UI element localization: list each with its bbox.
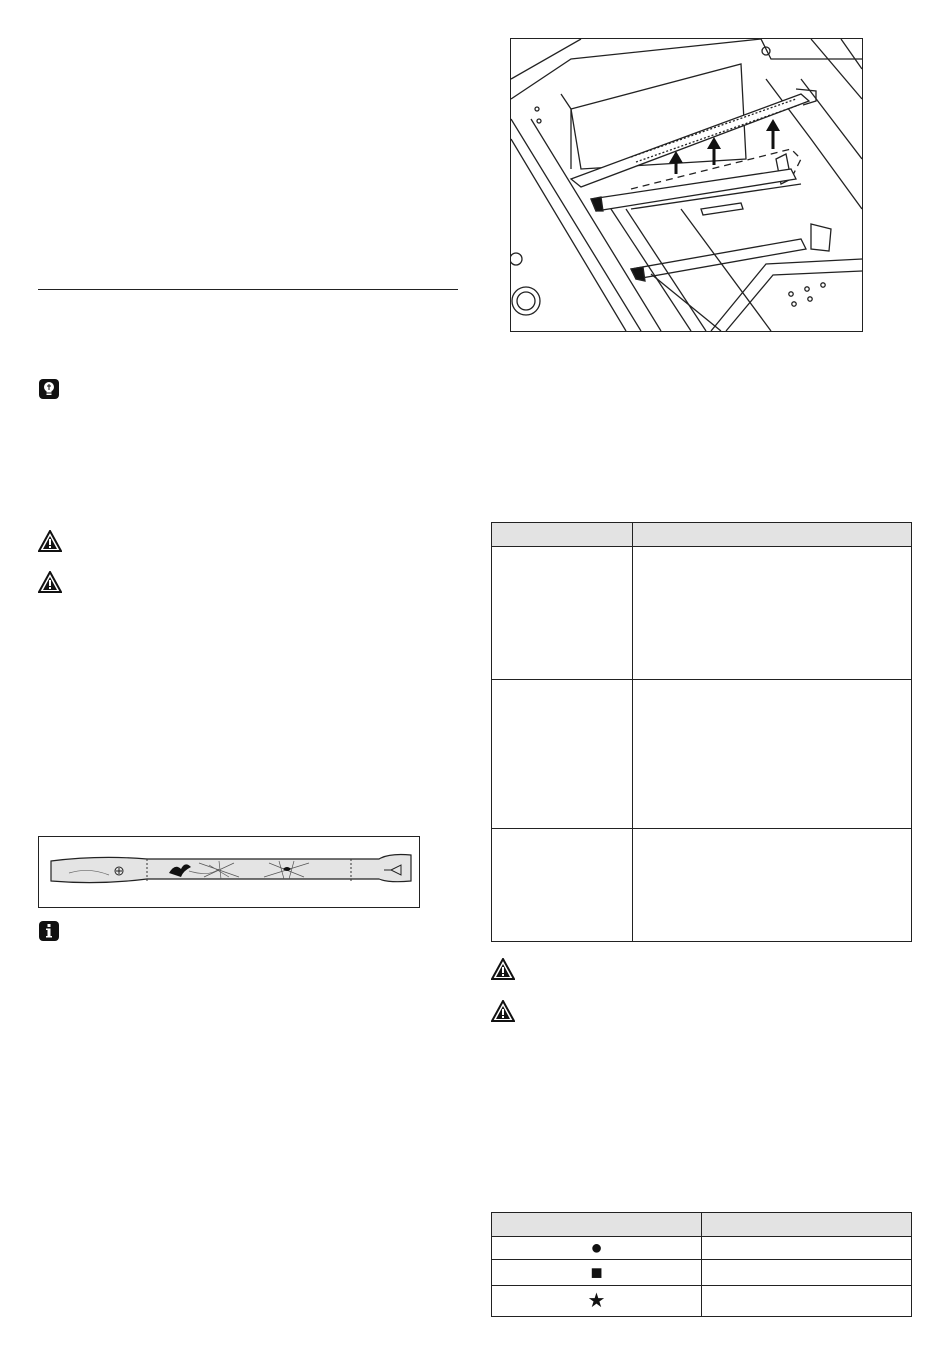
warning-triangle-icon [491,958,513,980]
burner-tube-figure [38,836,420,908]
table-header-row [492,1213,912,1237]
table-header-cell [492,523,633,547]
symbol-table [491,1212,912,1317]
table-cell [633,547,912,680]
warning-triangle-icon [38,571,60,593]
table-header-cell [492,1213,702,1237]
table-cell [633,680,912,829]
table-cell [633,829,912,942]
star-symbol: ★ [492,1286,702,1317]
table-row [492,829,912,942]
table-header-cell [633,523,912,547]
table-header-row [492,523,912,547]
table-row [492,1260,912,1286]
table-1 [491,522,912,942]
table-row [492,1237,912,1260]
circle-symbol: ● [492,1237,702,1260]
table-cell [702,1286,912,1317]
table-row [492,547,912,680]
info-icon [38,920,60,942]
burner-removal-figure [510,38,863,332]
warning-triangle-icon [38,530,60,552]
table-cell [702,1237,912,1260]
table-cell [702,1260,912,1286]
table-cell [492,680,633,829]
lightbulb-icon [38,378,60,400]
table-header-cell [702,1213,912,1237]
table-cell [492,829,633,942]
section-divider [38,289,458,290]
table-row [492,1286,912,1317]
warning-triangle-icon [491,1000,513,1022]
table-cell [492,547,633,680]
square-symbol: ■ [492,1260,702,1286]
table-row [492,680,912,829]
